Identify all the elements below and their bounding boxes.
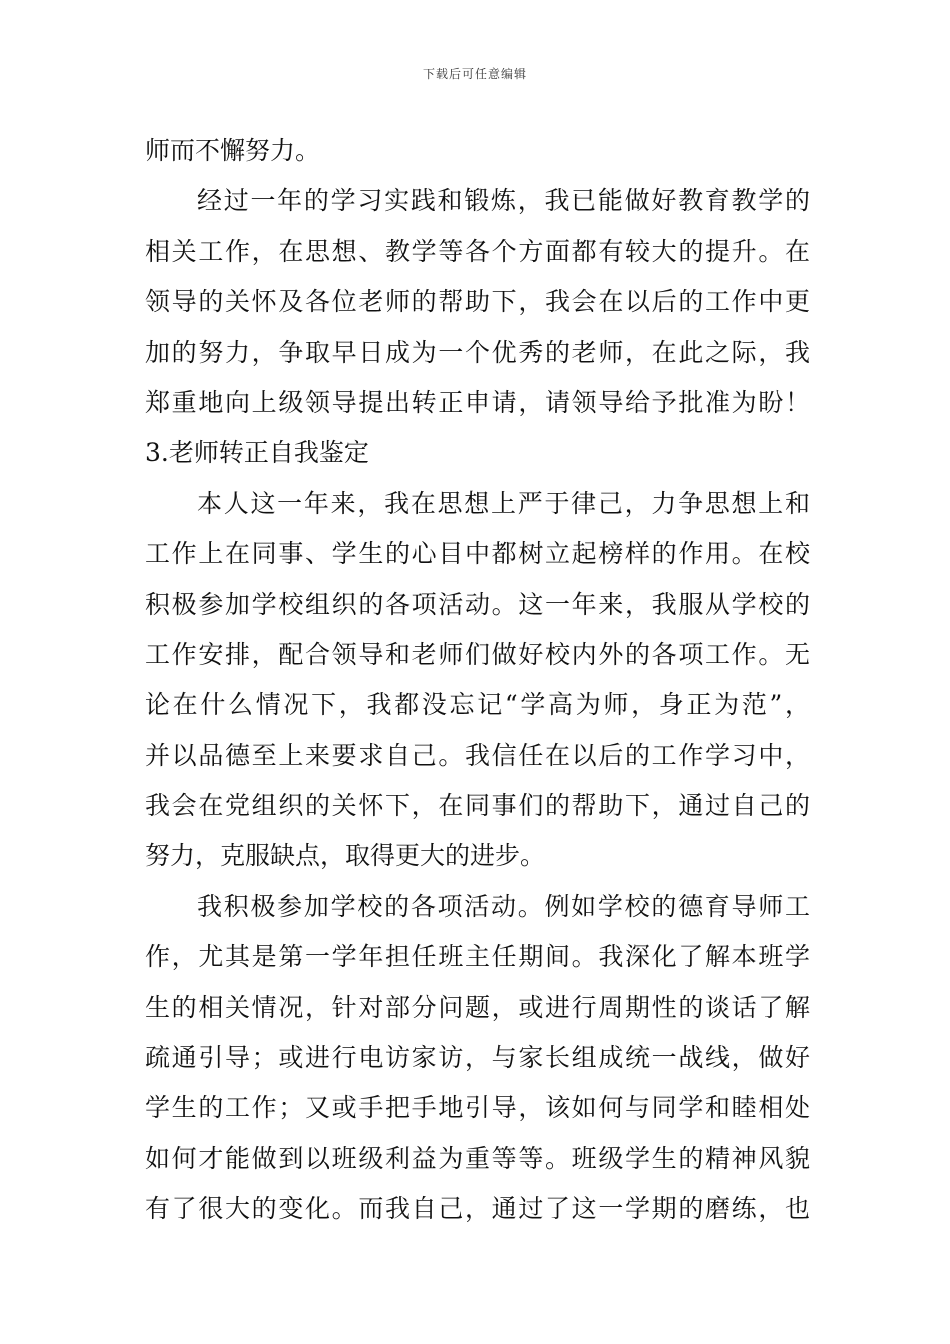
text-line: 工作安排，配合领导和老师们做好校内外的各项工作。无 [145,639,810,669]
text-line: 郑重地向上级领导提出转正申请，请领导给予批准为盼！ [145,387,810,417]
text-line: 如何才能做到以班级利益为重等等。班级学生的精神风貌 [145,1143,810,1173]
text-line: 领导的关怀及各位老师的帮助下，我会在以后的工作中更 [145,287,810,317]
text-line: 我积极参加学校的各项活动。例如学校的德育导师工 [197,891,810,921]
text-line: 相关工作，在思想、教学等各个方面都有较大的提升。在 [145,236,810,266]
text-line: 本人这一年来，我在思想上严于律己，力争思想上和 [197,488,810,518]
text-line: 工作上在同事、学生的心目中都树立起榜样的作用。在校 [145,539,810,569]
text-line: 3.老师转正自我鉴定 [145,438,369,468]
page-header: 下载后可任意编辑 [422,67,527,81]
text-line: 我会在党组织的关怀下，在同事们的帮助下，通过自己的 [145,791,810,821]
text-line: 并以品德至上来要求自己。我信任在以后的工作学习中， [145,740,810,770]
text-line: 努力，克服缺点，取得更大的进步。 [145,841,546,871]
text-line: 论在什么情况下，我都没忘记“学高为师，身正为范”， [145,690,810,720]
text-line: 学生的工作；又或手把手地引导，该如何与同学和睦相处 [145,1093,810,1123]
document-body [145,126,810,1235]
text-line: 有了很大的变化。而我自己，通过了这一学期的磨练，也 [145,1194,810,1224]
text-line: 师而不懈努力。 [145,136,321,165]
text-line: 生的相关情况，针对部分问题，或进行周期性的谈话了解 [145,992,810,1022]
text-line: 加的努力，争取早日成为一个优秀的老师，在此之际，我 [145,337,810,367]
text-line: 作，尤其是第一学年担任班主任期间。我深化了解本班学 [145,942,810,972]
text-line: 经过一年的学习实践和锻炼，我已能做好教育教学的 [197,186,810,216]
text-line: 积极参加学校组织的各项活动。这一年来，我服从学校的 [145,589,810,619]
text-line: 疏通引导；或进行电访家访，与家长组成统一战线，做好 [145,1043,810,1073]
